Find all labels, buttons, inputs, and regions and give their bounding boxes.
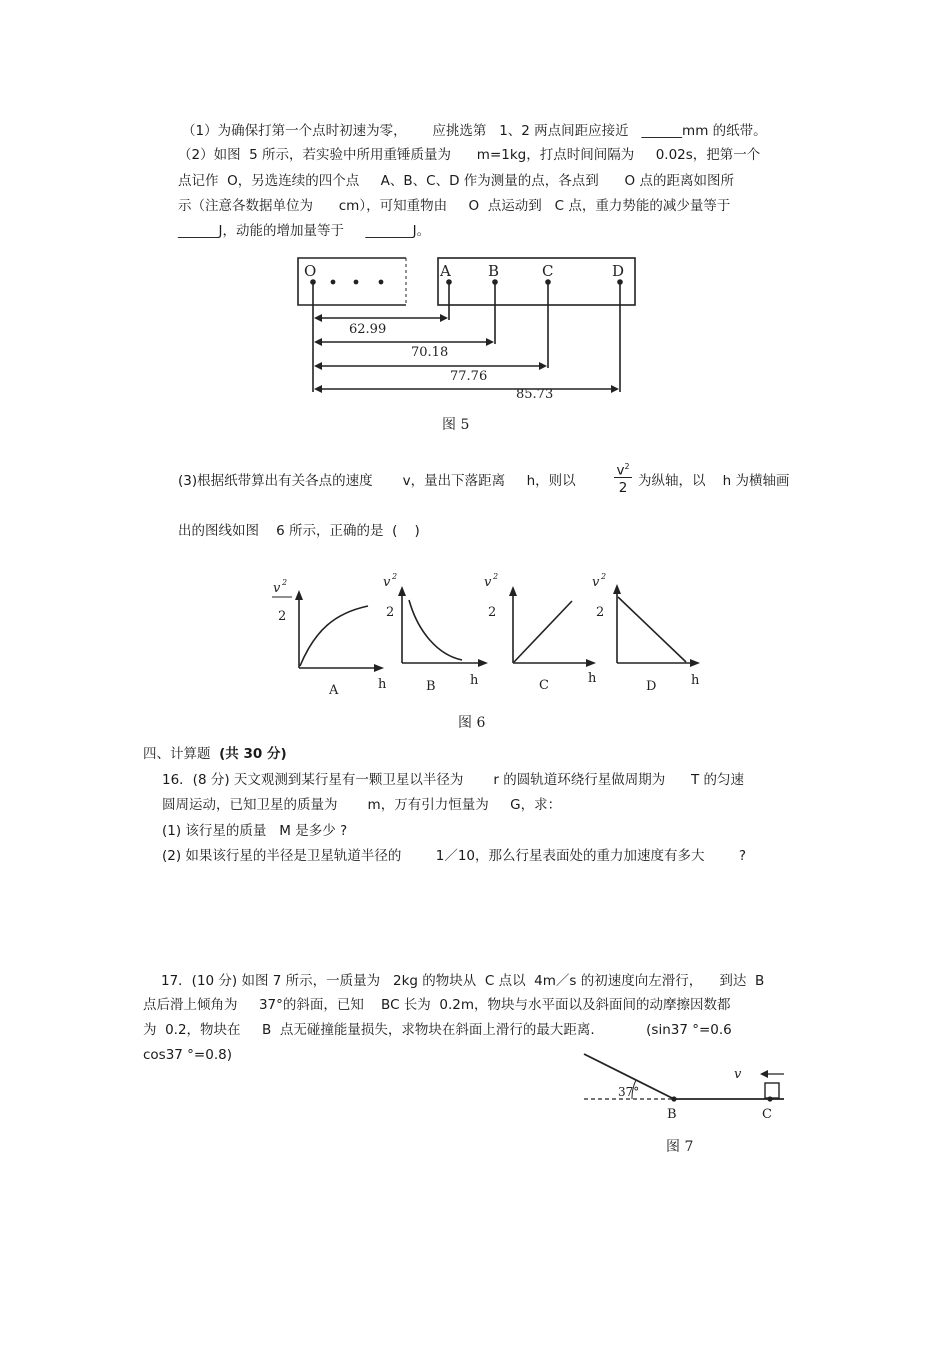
graph-a-ylabel-num: v xyxy=(273,581,281,596)
question-2-line-1: （2）如图 5 所示，若实验中所用重锤质量为 m=1kg，打点时间间隔为 0.02s，把第一个 xyxy=(178,147,761,163)
question-2-line-3: 示（注意各数据单位为 cm），可知重物由 O 点运动到 C 点，重力势能的减少量等于 xyxy=(178,198,731,214)
graph-a-ylabel-sup: 2 xyxy=(282,578,288,587)
question-1-line: （1）为确保打第一个点时初速为零， 应挑选第 1、2 两点间距应接近 ______mm 的纸带。 xyxy=(182,123,767,139)
section-4-points: (共 30 分) xyxy=(219,746,287,762)
question-16-line-2: 圆周运动，已知卫星的质量为 m，万有引力恒量为 G，求： xyxy=(162,797,562,813)
question-16-line-4: (2) 如果该行星的半径是卫星轨道半径的 1／10，那么行星表面处的重力加速度有多大 ? xyxy=(162,848,747,864)
graph-a-xlabel: h xyxy=(378,677,387,692)
graph-d-ylabel-num: v xyxy=(592,575,600,590)
tape-point-o: O xyxy=(304,262,317,280)
graph-c-label: C xyxy=(539,678,549,693)
graph-a-ylabel-den: 2 xyxy=(278,609,287,624)
point-c-label: C xyxy=(762,1107,772,1122)
graph-b-ylabel-num: v xyxy=(383,575,391,590)
graph-d-ylabel-den: 2 xyxy=(596,605,605,620)
graph-c-ylabel-den: 2 xyxy=(488,605,497,620)
question-17-line-3: 为 0.2，物块在 B 点无碰撞能量损失，求物块在斜面上滑行的最大距离. (sin37 °=0.6 xyxy=(143,1022,732,1038)
tape-point-a: A xyxy=(440,262,451,280)
tape-point-b: B xyxy=(488,262,500,280)
fraction-numerator: v xyxy=(616,462,625,479)
question-17-line-2: 点后滑上倾角为 37°的斜面，已知 BC 长为 0.2m，物块与水平面以及斜面间的动摩擦因数都 xyxy=(143,997,731,1013)
tape-point-d: D xyxy=(612,262,625,280)
graph-d-label: D xyxy=(646,679,657,694)
graph-c-xlabel: h xyxy=(588,671,597,686)
question-16-line-1: 16．(8 分) 天文观测到某行星有一颗卫星以半径为 r 的圆轨道环绕行星做周期为 T 的匀速 xyxy=(162,772,745,788)
graph-b-xlabel: h xyxy=(470,673,479,688)
graph-b-ylabel-sup: 2 xyxy=(392,572,398,581)
incline-angle-label: 37° xyxy=(618,1085,640,1099)
question-17-line-4: cos37 °=0.8) xyxy=(143,1047,232,1063)
graph-a-label: A xyxy=(329,683,339,698)
tape-point-c: C xyxy=(542,262,554,280)
question-3-line-1b: 为纵轴，以 h 为横轴画 xyxy=(638,473,790,489)
graph-b-ylabel-den: 2 xyxy=(386,605,395,620)
point-b-label: B xyxy=(667,1107,677,1122)
distance-label-a: 62.99 xyxy=(349,322,387,337)
graph-d-ylabel-sup: 2 xyxy=(601,572,607,581)
distance-label-b: 70.18 xyxy=(411,345,449,360)
question-2-line-4: ______J，动能的增加量等于 _______J。 xyxy=(178,223,431,239)
figure-7-caption: 图 7 xyxy=(666,1139,694,1155)
graph-c-ylabel-num: v xyxy=(484,575,492,590)
question-2-line-2: 点记作 O，另选连续的四个点 A、B、C、D 作为测量的点，各点到 O 点的距离如图所 xyxy=(178,173,734,189)
question-16-line-3: (1) 该行星的质量 M 是多少 ? xyxy=(162,823,348,839)
question-3-line-1a: (3)根据纸带算出有关各点的速度 v，量出下落距离 h，则以 xyxy=(178,473,576,489)
distance-label-c: 77.76 xyxy=(450,369,488,384)
graph-c-ylabel-sup: 2 xyxy=(493,572,499,581)
graph-b-label: B xyxy=(426,679,436,694)
velocity-label: v xyxy=(734,1067,742,1082)
figure-5-caption: 图 5 xyxy=(442,417,470,433)
question-17-line-1: 17．(10 分) 如图 7 所示，一质量为 2kg 的物块从 C 点以 4m／s 的初速度向左滑行， 到达 B xyxy=(161,973,765,989)
question-3-line-2: 出的图线如图 6 所示，正确的是 ( ) xyxy=(178,523,420,539)
figure-6-caption: 图 6 xyxy=(458,715,486,731)
distance-label-d: 85.73 xyxy=(516,387,554,402)
graph-d-xlabel: h xyxy=(691,673,700,688)
fraction-superscript: 2 xyxy=(624,462,630,471)
fraction-denominator: 2 xyxy=(618,480,628,496)
section-4-title: 四、计算题 xyxy=(143,746,220,762)
